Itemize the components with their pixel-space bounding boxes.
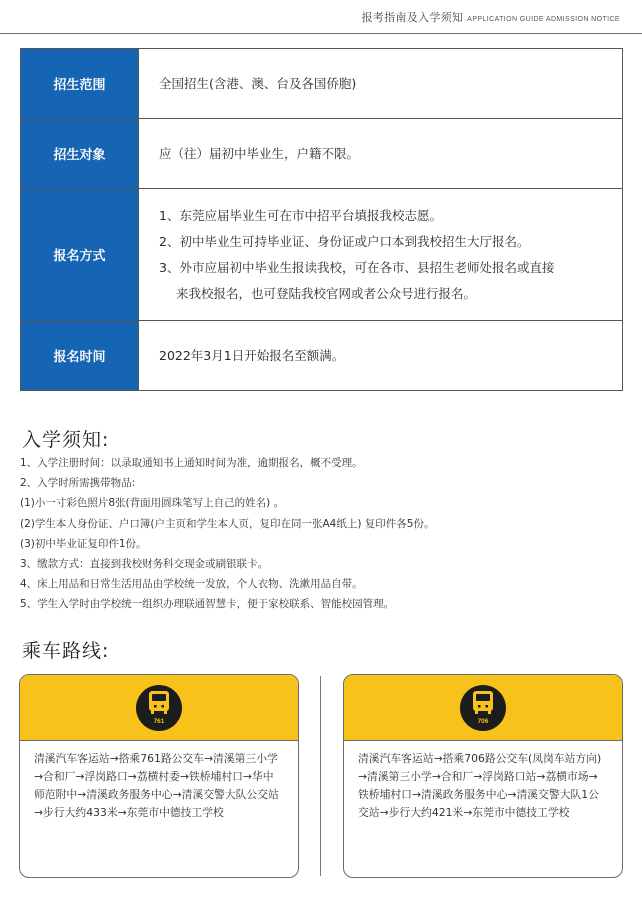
bus-number: 706: [477, 718, 489, 725]
route-card-761: [19, 674, 299, 878]
table-row-scope: [21, 49, 623, 119]
notice-item: 4、床上用品和日常生活用品由学校统一发放，个人衣物、洗漱用品自带。: [20, 578, 363, 591]
notice-item: 3、缴款方式：直接到我校财务科交现金或刷银联卡。: [20, 558, 269, 571]
notice-item: 5、学生入学时由学校统一组织办理联通智慧卡，便于家校联系、智能校园管理。: [20, 598, 395, 611]
notice-item: (1)小一寸彩色照片8张(背面用圆珠笔写上自己的姓名) 。: [20, 497, 285, 510]
row-label: 报名时间: [21, 321, 139, 391]
route-card-header: [20, 675, 298, 741]
row-value-line: 2、初中毕业生可持毕业证、身份证或户口本到我校招生大厅报名。: [159, 233, 530, 249]
row-value: [139, 321, 623, 391]
row-label: 报名方式: [21, 189, 139, 321]
header-rule: [0, 33, 642, 34]
row-value: [139, 119, 623, 189]
notice-list: [20, 453, 620, 615]
row-value-line: 2022年3月1日开始报名至额满。: [159, 347, 345, 363]
bus-icon: [460, 685, 506, 731]
route-heading: 乘车路线:: [22, 640, 110, 662]
row-value-line: 应（往）届初中毕业生，户籍不限。: [159, 145, 360, 161]
row-value-line: 3、外市应届初中毕业生报读我校，可在各市、县招生老师处报名或直接: [159, 259, 555, 275]
header-title-en: APPLICATION GUIDE ADMISSION NOTICE: [467, 16, 620, 23]
route-description: 清溪汽车客运站→搭乘761路公交车→清溪第三小学→合和厂→浮岗路口→荔横村委→铁桥埔村口→华中师范附中→清溪政务服务中心→清溪交警大队公交站→步行大约433米→东莞市中德技工学校: [34, 752, 279, 819]
notice-item: 2、入学时所需携带物品:: [20, 477, 136, 490]
row-value-line: 1、东莞应届毕业生可在市中招平台填报我校志愿。: [159, 207, 442, 223]
row-value-line: 全国招生(含港、澳、台及各国侨胞): [159, 75, 357, 91]
route-card-706: [343, 674, 623, 878]
page-header: [0, 0, 642, 38]
route-description: 清溪汽车客运站→搭乘706路公交车(凤岗车站方向)→清溪第三小学→合和厂→浮岗路口站→荔横市场→铁桥埔村口→清溪政务服务中心→清溪交警大队1公交站→步行大约421米→东莞市中德技工学校: [358, 752, 602, 819]
route-divider: [320, 676, 321, 876]
row-label: 招生范围: [21, 49, 139, 119]
row-value: [139, 49, 623, 119]
table-row-method: [21, 189, 623, 321]
row-value-line: 来我校报名，也可登陆我校官网或者公众号进行报名。: [176, 285, 477, 301]
enrollment-info-table: [20, 48, 623, 391]
bus-icon: [136, 685, 182, 731]
table-row-target: [21, 119, 623, 189]
notice-item: (2)学生本人身份证、户口簿(户主页和学生本人页，复印在同一张A4纸上) 复印件各5份。: [20, 517, 435, 530]
notice-item: (3)初中毕业证复印件1份。: [20, 537, 147, 550]
row-label: 招生对象: [21, 119, 139, 189]
notice-heading: 入学须知:: [22, 429, 110, 451]
route-card-header: [344, 675, 622, 741]
row-value: [139, 189, 623, 321]
header-title: [362, 9, 620, 25]
notice-item: 1、入学注册时间：以录取通知书上通知时间为准，逾期报名，概不受理。: [20, 457, 363, 469]
bus-number: 761: [153, 718, 165, 725]
table-row-time: [21, 321, 623, 391]
header-title-cn: 报考指南及入学须知: [361, 11, 464, 24]
